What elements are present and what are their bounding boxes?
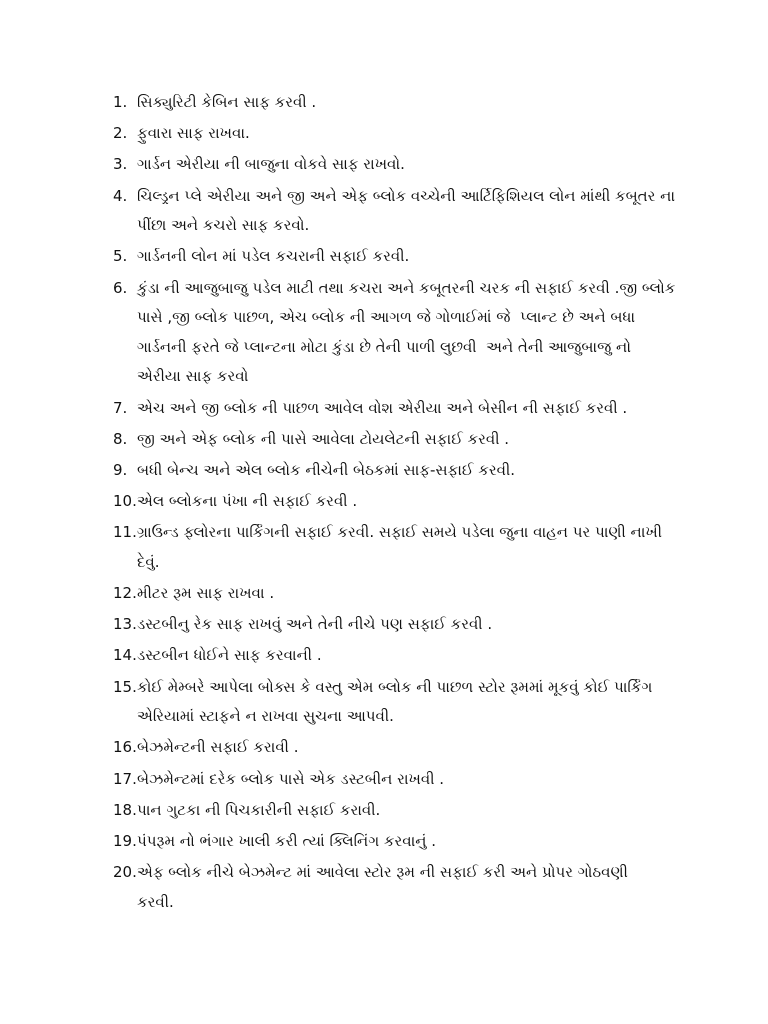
- item-number: 2.: [113, 124, 128, 143]
- item-text: [137, 425, 693, 455]
- item-number: 10.: [113, 492, 137, 511]
- task-item: [113, 858, 693, 917]
- task-item: [113, 242, 693, 272]
- text-line: કુંડા ની આજુબાજુ પડેલ માટી તથા કચરા અને કબૂતરની ચરક ની સફાઈ કરવી .જી બ્લોક: [137, 278, 676, 297]
- text-line: ગ્રાઉન્ડ ફ્લોરના પાર્કિંગની સફાઈ કરવી. સફાઈ સમયે પડેલા જુના વાહન પર પાણી નાખી: [137, 523, 663, 542]
- text-line: સિક્યુરિટી કેબિન સાફ કરવી .: [137, 93, 317, 111]
- task-item: [113, 733, 693, 763]
- text-line: પીંછા અને કચરો સાફ કરવો.: [137, 216, 310, 235]
- text-line: ડસ્ટબીન ધોઈને સાફ કરવાની .: [137, 646, 322, 665]
- text-line: કરવી.: [137, 892, 174, 911]
- task-item: [113, 394, 693, 424]
- item-number: 13.: [113, 615, 137, 634]
- item-text: [137, 610, 693, 640]
- task-item: [113, 182, 693, 241]
- text-line: મીટર રૂમ સાફ રાખવા .: [137, 584, 275, 603]
- item-number: 3.: [113, 155, 128, 174]
- item-number: 17.: [113, 769, 137, 788]
- text-line: ગાર્ડન એરીયા ની બાજુના વોકવે સાફ રાખવો.: [137, 155, 405, 174]
- text-line: એલ બ્લોકના પંખા ની સફાઈ કરવી .: [137, 492, 358, 511]
- task-item: [113, 641, 693, 671]
- item-number: 1.: [113, 93, 128, 111]
- item-number: 16.: [113, 738, 137, 757]
- task-item: [113, 518, 693, 577]
- task-item: [113, 487, 693, 517]
- text-line: દેવું.: [137, 552, 160, 571]
- item-number: 19.: [113, 831, 137, 850]
- item-number: 9.: [113, 460, 128, 479]
- text-line: ચિલ્ડ્રન પ્લે એરીયા અને જી અને એફ બ્લોક વચ્ચેની આર્ટિફિશિયલ લોન માંથી કબૂતર ના: [137, 186, 675, 205]
- task-item: [113, 579, 693, 609]
- text-line: એફ બ્લોક નીચે બેઝમેન્ટ માં આવેલા સ્ટોર રૂમ ની સફાઈ કરી અને પ્રોપર ગોઠવણી: [137, 863, 628, 882]
- item-text: [137, 88, 693, 118]
- item-text: [137, 242, 693, 272]
- item-text: [137, 673, 693, 732]
- item-number: 12.: [113, 584, 137, 603]
- item-number: 14.: [113, 646, 137, 665]
- item-number: 15.: [113, 677, 137, 696]
- text-line: પાન ગુટકા ની પિચકારીની સફાઈ કરાવી.: [137, 800, 381, 819]
- item-text: [137, 765, 693, 795]
- item-number: 8.: [113, 429, 128, 448]
- task-item: [113, 150, 693, 180]
- item-text: [137, 733, 693, 763]
- item-text: [137, 182, 693, 241]
- task-item: [113, 796, 693, 826]
- item-text: [137, 827, 693, 857]
- text-line: બેઝમેન્ટની સફાઈ કરાવી .: [137, 738, 299, 757]
- item-text: [137, 796, 693, 826]
- text-line: ફુવારા સાફ રાખવા.: [137, 124, 250, 143]
- text-line: ગાર્ડનની ફરતે જે પ્લાન્ટના મોટા કુંડા છે તેની પાળી લુછવી અને તેની આજુબાજુ નો: [137, 337, 631, 356]
- task-item: [113, 673, 693, 732]
- task-item: [113, 456, 693, 486]
- task-list: [113, 88, 693, 919]
- text-line: પંપરૂમ નો ભંગાર ખાલી કરી ત્યાં ક્લિનિંગ કરવાનું .: [137, 831, 436, 850]
- text-line: બેઝમેન્ટમાં દરેક બ્લોક પાસે એક ડસ્ટબીન રાખવી .: [137, 769, 445, 788]
- task-item: [113, 274, 693, 392]
- task-item: [113, 88, 693, 118]
- item-number: 20.: [113, 863, 137, 882]
- item-number: 7.: [113, 398, 128, 417]
- text-line: જી અને એફ બ્લોક ની પાસે આવેલા ટોયલેટની સફાઈ કરવી .: [137, 429, 510, 448]
- task-item: [113, 610, 693, 640]
- item-number: 5.: [113, 247, 128, 266]
- text-line: એચ અને જી બ્લોક ની પાછળ આવેલ વોશ એરીયા અને બેસીન ની સફાઈ કરવી .: [137, 398, 628, 417]
- item-number: 18.: [113, 800, 137, 819]
- item-number: 4.: [113, 186, 128, 205]
- item-text: [137, 641, 693, 671]
- item-text: [137, 487, 693, 517]
- text-line: કોઈ મેમ્બરે આપેલા બોક્સ કે વસ્તુ એમ બ્લોક ની પાછળ સ્ટોર રૂમમાં મૂકવું કોઈ પાર્કિંગ: [137, 677, 653, 696]
- item-text: [137, 150, 693, 180]
- item-text: [137, 518, 693, 577]
- item-text: [137, 858, 693, 917]
- item-text: [137, 579, 693, 609]
- text-line: ગાર્ડનની લોન માં પડેલ કચરાની સફાઈ કરવી.: [137, 247, 410, 266]
- item-text: [137, 119, 693, 149]
- item-text: [137, 394, 693, 424]
- item-text: [137, 456, 693, 486]
- text-line: એરિયામાં સ્ટાફને ન રાખવા સુચના આપવી.: [137, 707, 394, 726]
- task-item: [113, 827, 693, 857]
- task-item: [113, 765, 693, 795]
- text-line: પાસે ,જી બ્લોક પાછળ, એચ બ્લોક ની આગળ જે ગોળાઈમાં જે પ્લાન્ટ છે અને બધા: [137, 308, 636, 327]
- text-line: ડસ્ટબીનુ રેક સાફ રાખવું અને તેની નીચે પણ સફાઈ કરવી .: [137, 615, 493, 634]
- task-item: [113, 119, 693, 149]
- text-line: બધી બેન્ચ અને એલ બ્લોક નીચેની બેઠકમાં સાફ-સફાઈ કરવી.: [137, 460, 515, 479]
- text-line: એરીયા સાફ કરવો: [137, 367, 249, 386]
- item-number: 6.: [113, 278, 128, 297]
- task-item: [113, 425, 693, 455]
- item-number: 11.: [113, 523, 137, 542]
- item-text: [137, 274, 693, 392]
